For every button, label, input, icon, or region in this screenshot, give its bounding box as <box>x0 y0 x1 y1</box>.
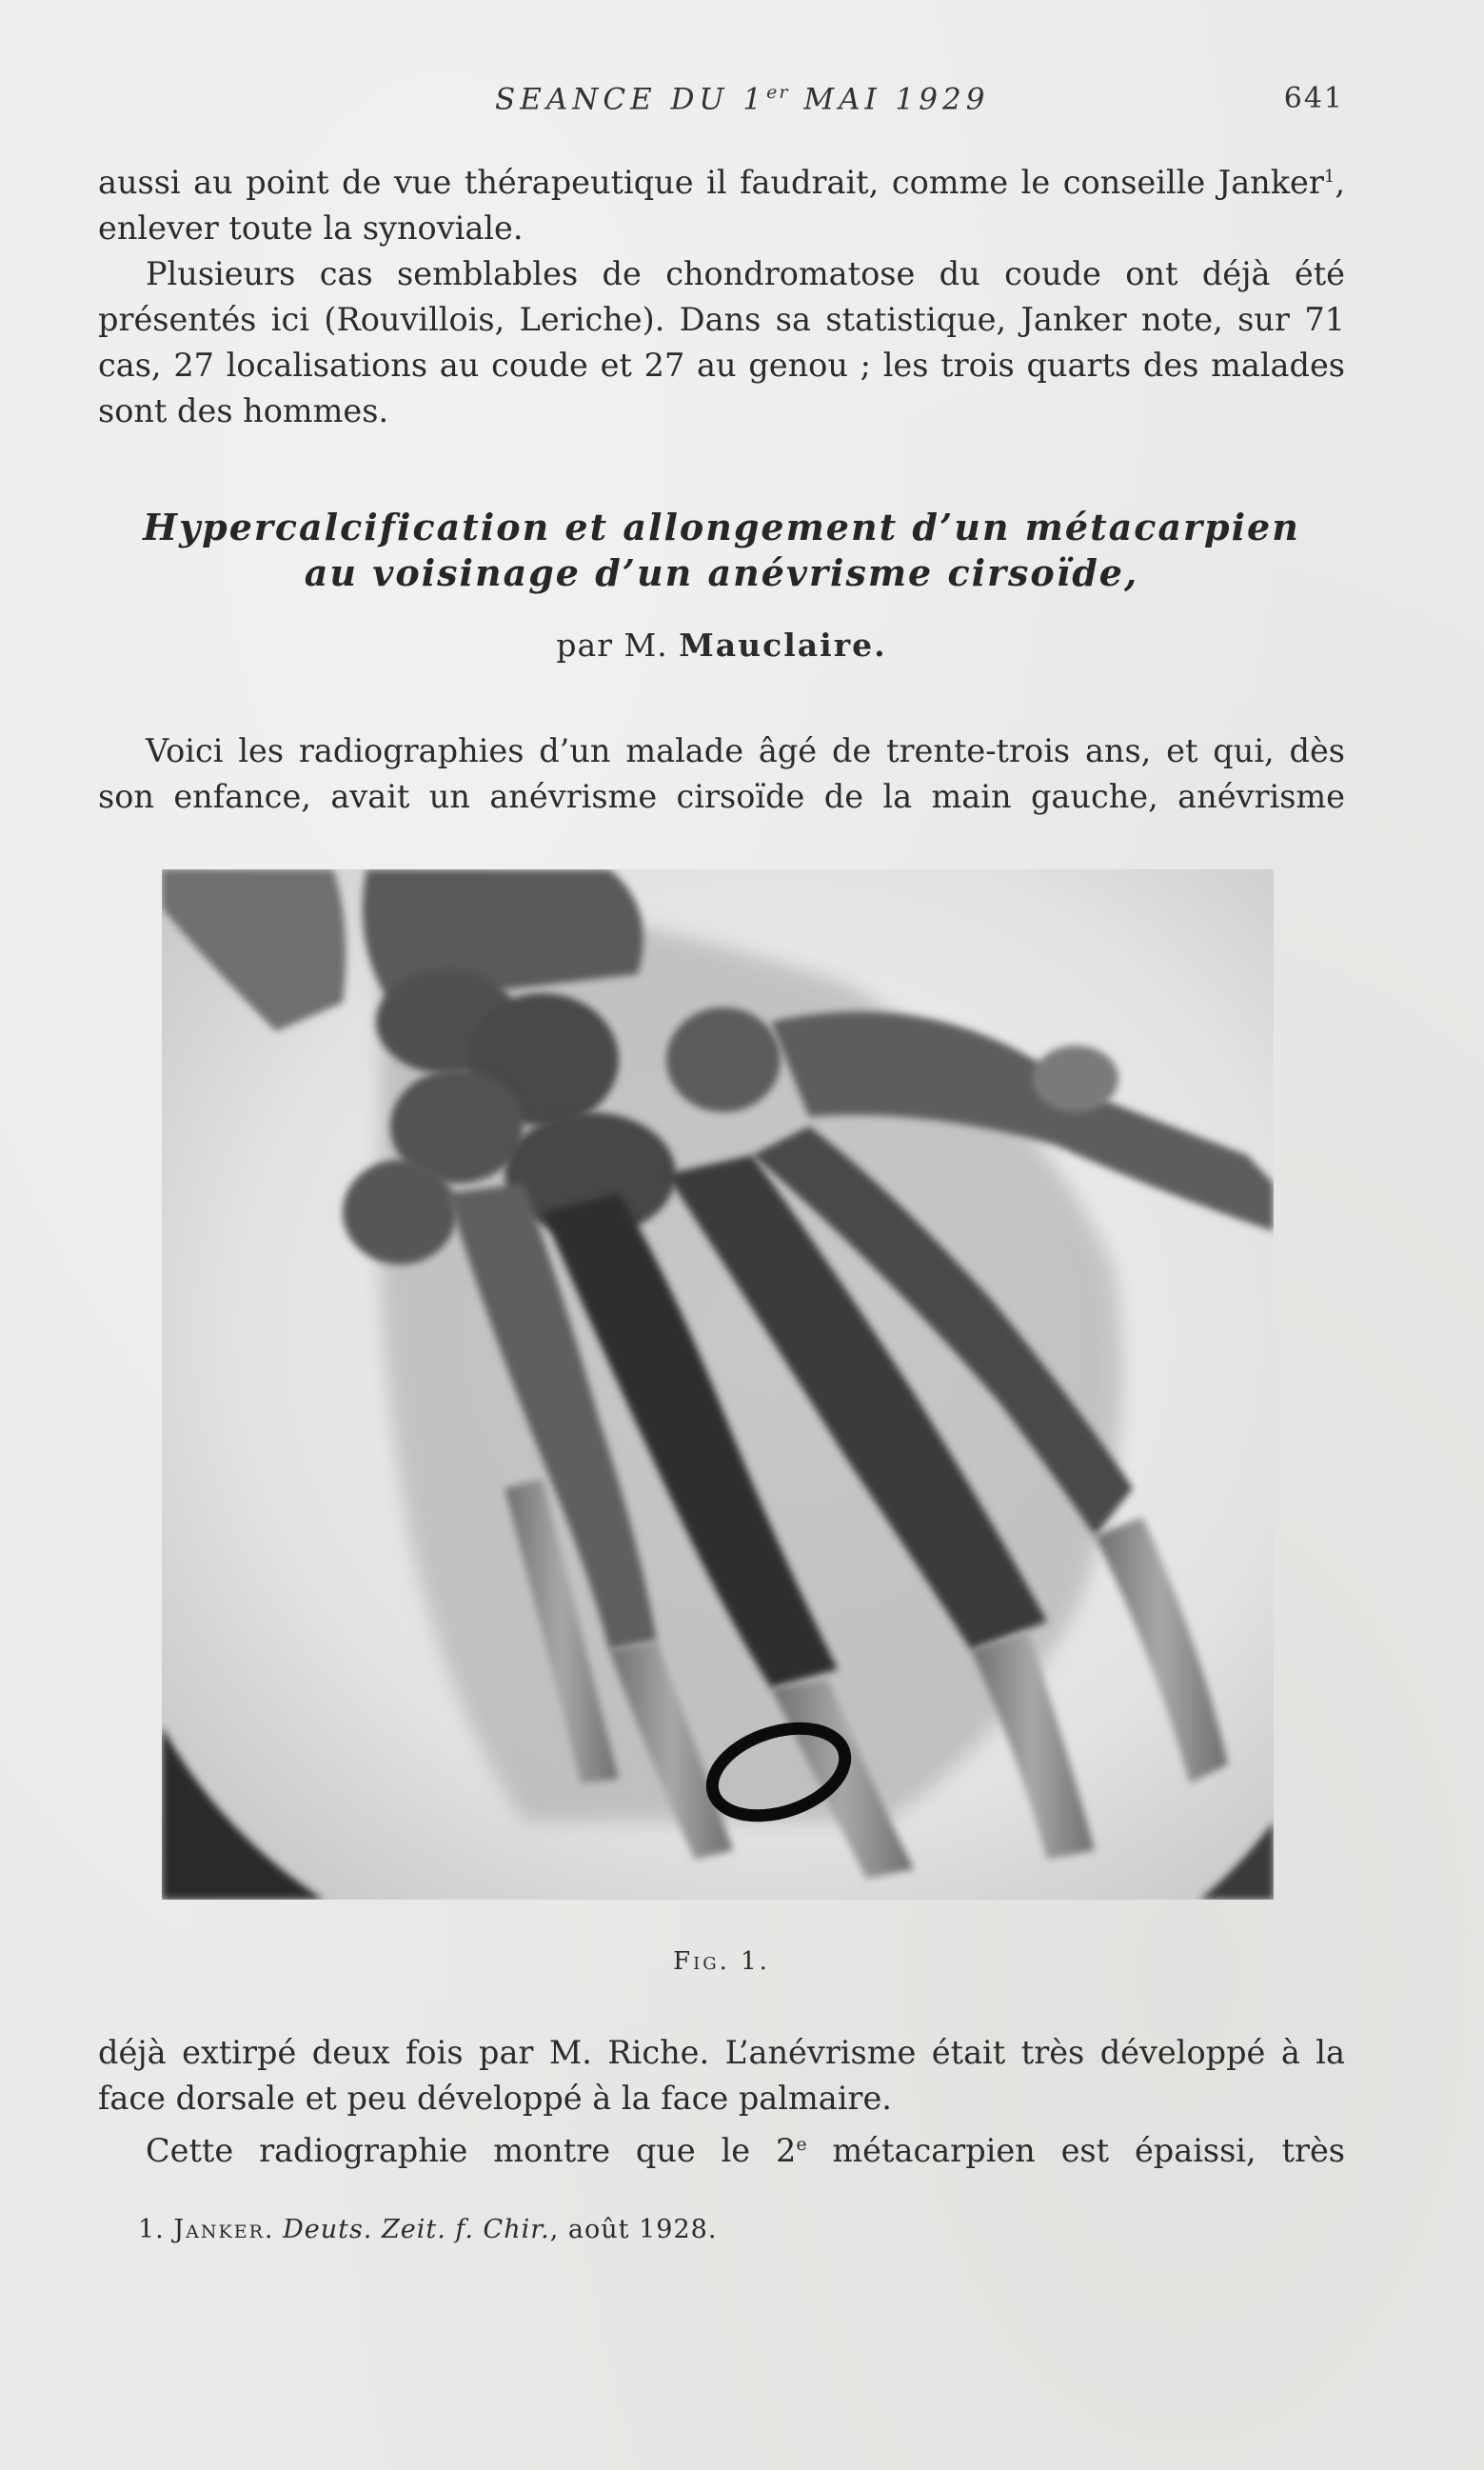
article-intro-text <box>98 728 1345 820</box>
intro-paragraph-1-a: aussi au point de vue thérapeutique il faudrait, comme le conseille Janker <box>98 164 1324 201</box>
running-head-sup: er <box>766 82 790 103</box>
ordinal-superscript: e <box>796 2134 807 2155</box>
running-head-pre: SEANCE DU 1 <box>495 82 767 117</box>
radiograph-figure <box>162 869 1274 1900</box>
running-head <box>495 82 989 116</box>
article-title-line-2: au voisinage d’un anévrisme cirsoïde, <box>304 551 1139 594</box>
footnote-number: 1. <box>138 2215 165 2244</box>
continuation-text <box>98 2030 1345 2174</box>
intro-paragraph-1 <box>98 160 1345 251</box>
footnote-reference: 1 <box>1323 166 1336 187</box>
intro-text <box>98 160 1345 434</box>
running-head-post: MAI 1929 <box>789 82 990 117</box>
figure-caption: Fig. 1. <box>673 1947 770 1976</box>
footnote-journal: Deuts. Zeit. f. Chir. <box>283 2215 550 2244</box>
page-number: 641 <box>1283 82 1344 115</box>
article-paragraph-1: Voici les radiographies d’un malade âgé de trente-trois ans, et qui, dès son enfance, avait un anévrisme cirsoïde de la main gauche, anévrisme <box>98 732 1345 815</box>
continuation-paragraph-1: déjà extirpé deux fois par M. Riche. L’anévrisme était très développé à la face dorsale et peu développé à la face palmaire. <box>98 2034 1345 2117</box>
hand-radiograph-image <box>162 869 1274 1900</box>
byline-prefix: par M. <box>556 627 680 664</box>
footnote-author: Janker <box>173 2215 265 2244</box>
intro-paragraph-2: Plusieurs cas semblables de chondromatose du coude ont déjà été présentés ici (Rouvillois, Leriche). Dans sa statistique, Janker note, sur 71 cas, 27 localisations au coude et 27 au genou ; les trois quarts des malades sont des hommes. <box>98 255 1345 429</box>
intro-paragraph-1-b: , enlever toute la synoviale. <box>98 164 1345 247</box>
continuation-paragraph-2 <box>98 2121 1345 2174</box>
continuation-paragraph-2-a: Cette radiographie montre que le 2 <box>146 2132 797 2170</box>
byline-author: Mauclaire. <box>679 627 887 664</box>
byline <box>98 627 1345 664</box>
footnote-date: , août 1928. <box>549 2215 718 2244</box>
article-title-line-1: Hypercalcification et allongement d’un métacarpien <box>143 506 1300 548</box>
article-title <box>98 505 1345 596</box>
footnote: 1. Janker. Deuts. Zeit. f. Chir., août 1928. <box>138 2215 718 2244</box>
continuation-paragraph-2-b: métacarpien est épaissi, très <box>806 2132 1345 2170</box>
